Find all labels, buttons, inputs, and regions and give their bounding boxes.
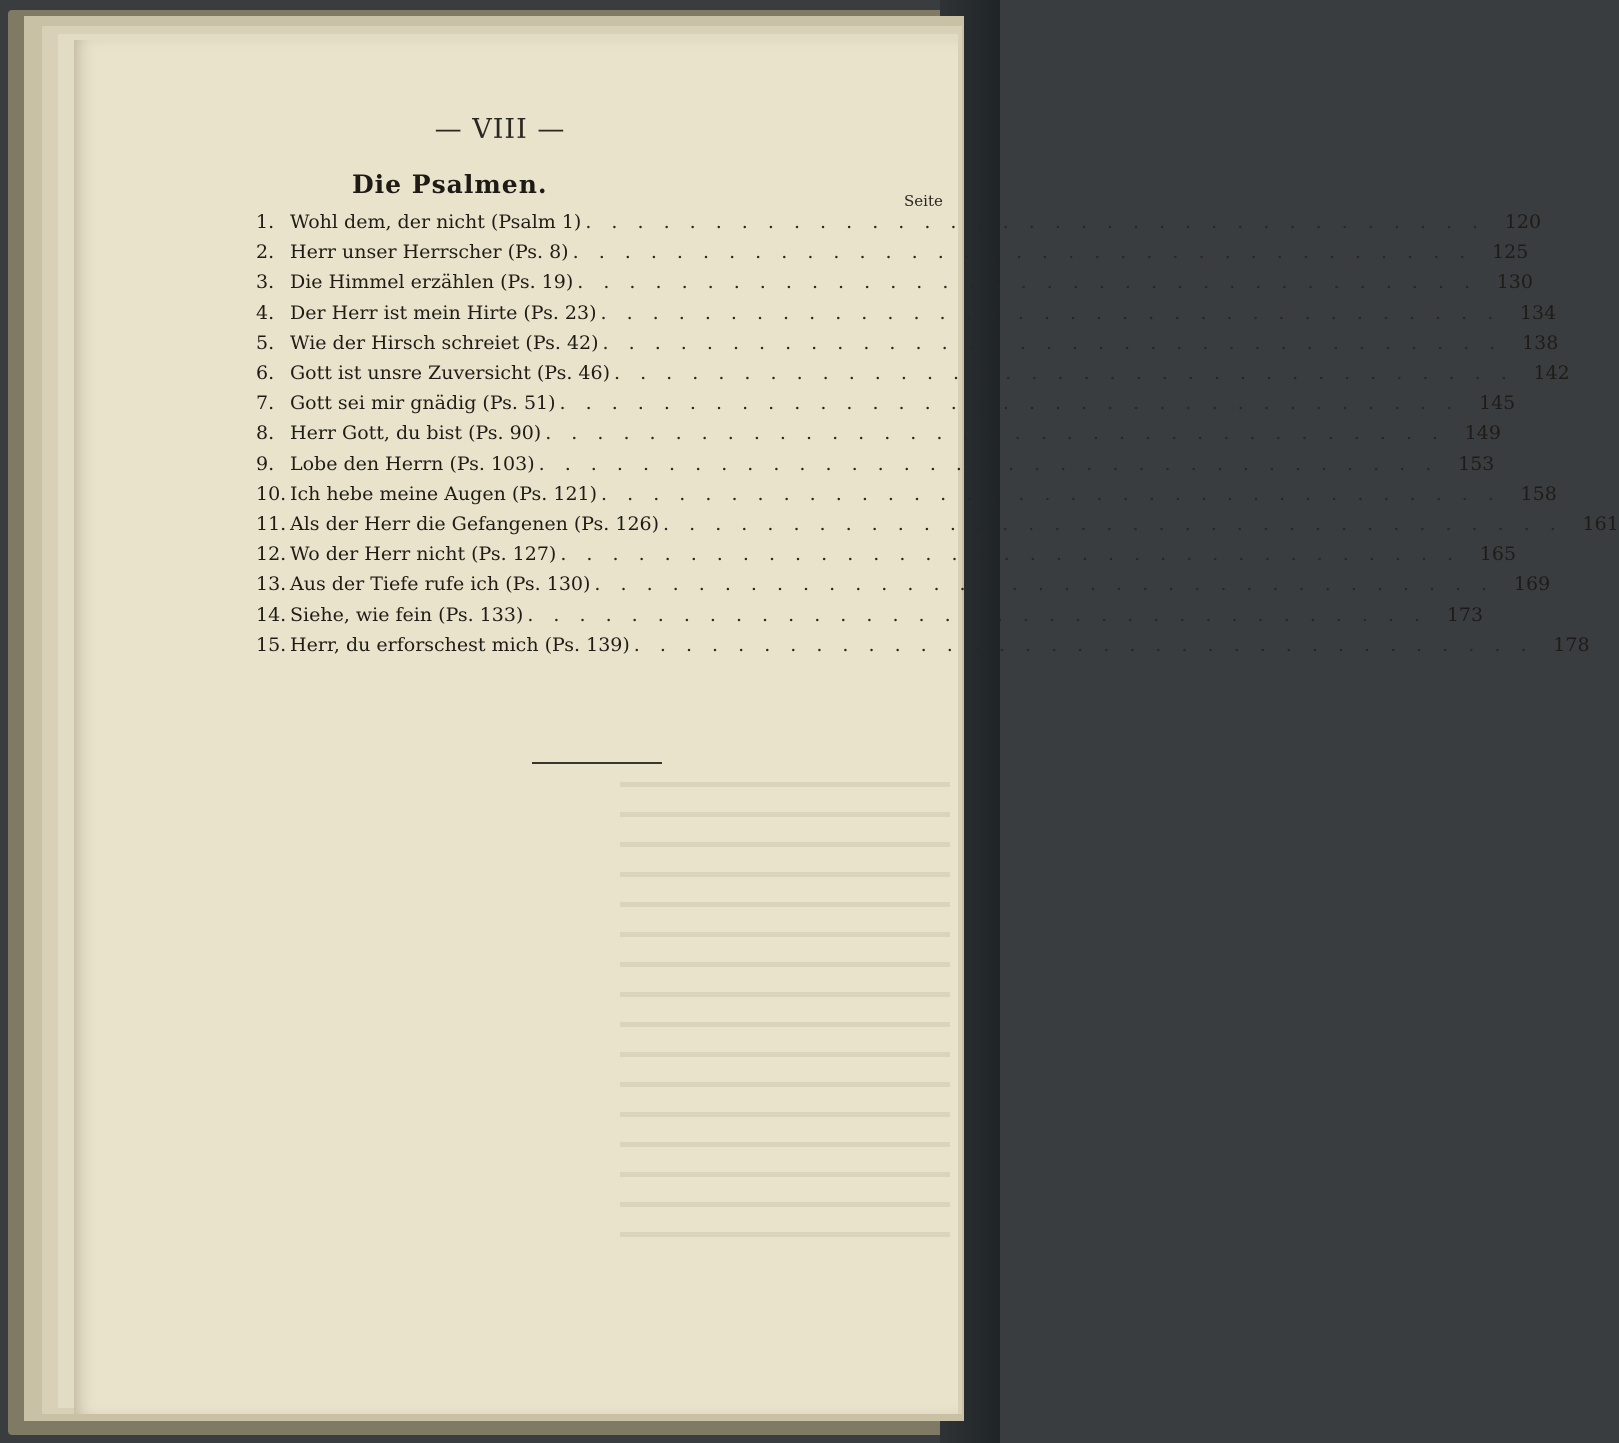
entry-title: Als der Herr die Gefangenen (Ps. 126) — [290, 512, 660, 535]
toc-row — [256, 267, 1533, 297]
leader-dots: . . . . . . . . . . . . . . . . . . . . . . . . . . . . . . . . . . . — [601, 482, 1501, 505]
entry-page: 120 — [1504, 211, 1542, 234]
leader-dots: . . . . . . . . . . . . . . . . . . . . . . . . . . . . . . . . . . . — [572, 241, 1473, 264]
toc-row — [256, 449, 1495, 479]
entry-page: 158 — [1520, 482, 1557, 505]
entry-title: Siehe, wie fein (Ps. 133) — [290, 603, 524, 626]
leader-dots: . . . . . . . . . . . . . . . . . . . . . . . . . . . . . . . . . . . — [538, 452, 1439, 475]
leader-dots: . . . . . . . . . . . . . . . . . . . . . . . . . . . . . . . . . . . — [585, 211, 1486, 234]
entry-title: Gott ist unsre Zuversicht (Ps. 46) — [290, 362, 611, 385]
section-end-rule — [532, 762, 662, 764]
entry-title: Wie der Hirsch schreiet (Ps. 42) — [290, 331, 599, 354]
toc-row — [256, 298, 1557, 328]
entry-page: 134 — [1519, 301, 1557, 324]
leader-dots: . . . . . . . . . . . . . . . . . . . . . . . . . . . . . . . . . . . — [663, 512, 1563, 535]
leader-dots: . . . . . . . . . . . . . . . . . . . . . . . . . . . . . . . . . . . — [545, 422, 1445, 445]
entry-title: Wo der Herr nicht (Ps. 127) — [290, 543, 557, 566]
entry-title: Lobe den Herrn (Ps. 103) — [290, 452, 535, 475]
toc-row — [256, 630, 1590, 660]
entry-number: 4. — [256, 301, 275, 324]
entry-title: Aus der Tiefe rufe ich (Ps. 130) — [290, 573, 591, 596]
entry-number: 7. — [256, 392, 275, 415]
leader-dots: . . . . . . . . . . . . . . . . . . . . . . . . . . . . . . . . . . . — [614, 362, 1514, 385]
leader-dots: . . . . . . . . . . . . . . . . . . . . . . . . . . . . . . . . . . . — [560, 543, 1461, 566]
entry-page: 169 — [1513, 573, 1551, 596]
section-title: Die Psalmen. — [352, 170, 548, 199]
toc-row — [256, 599, 1484, 629]
entry-page: 149 — [1464, 422, 1501, 445]
entry-number: 1. — [256, 211, 275, 234]
toc-row — [256, 509, 1619, 539]
entry-number: 6. — [256, 362, 275, 385]
leader-dots: . . . . . . . . . . . . . . . . . . . . . . . . . . . . . . . . . . . — [594, 573, 1495, 596]
page-column-label: Seite — [904, 192, 943, 210]
page-number: — VIII — — [434, 114, 566, 145]
leader-dots: . . . . . . . . . . . . . . . . . . . . . . . . . . . . . . . . . . . — [559, 392, 1460, 415]
entry-page: 142 — [1533, 362, 1570, 385]
entry-page: 125 — [1492, 241, 1529, 264]
entry-title: Gott sei mir gnädig (Ps. 51) — [290, 392, 556, 415]
entry-number: 3. — [256, 271, 275, 294]
entry-number: 8. — [256, 422, 275, 445]
entry-page: 145 — [1479, 392, 1516, 415]
show-through-texture — [620, 760, 950, 1260]
entry-number: 13. — [256, 573, 287, 596]
entry-page: 161 — [1582, 512, 1619, 535]
entry-number: 15. — [256, 633, 287, 656]
toc-row — [256, 418, 1501, 448]
toc-row — [256, 358, 1570, 388]
entry-title: Ich hebe meine Augen (Ps. 121) — [290, 482, 598, 505]
entry-number: 9. — [256, 452, 275, 475]
entry-title: Herr, du erforschest mich (Ps. 139) — [290, 633, 630, 656]
toc-row — [256, 237, 1529, 267]
entry-title: Wohl dem, der nicht (Psalm 1) — [290, 211, 582, 234]
leader-dots: . . . . . . . . . . . . . . . . . . . . . . . . . . . . . . . . . . . — [633, 633, 1534, 656]
entry-number: 14. — [256, 603, 287, 626]
entry-title: Herr Gott, du bist (Ps. 90) — [290, 422, 542, 445]
toc-row — [256, 539, 1517, 569]
entry-page: 138 — [1522, 331, 1559, 354]
entry-title: Die Himmel erzählen (Ps. 19) — [290, 271, 574, 294]
entry-number: 11. — [256, 512, 287, 535]
entry-title: Herr unser Herrscher (Ps. 8) — [290, 241, 569, 264]
toc-row — [256, 388, 1516, 418]
toc-row — [256, 479, 1557, 509]
entry-page: 178 — [1553, 633, 1590, 656]
leader-dots: . . . . . . . . . . . . . . . . . . . . . . . . . . . . . . . . . . . — [600, 301, 1501, 324]
entry-number: 12. — [256, 543, 287, 566]
toc-row — [256, 207, 1542, 237]
entry-number: 5. — [256, 331, 275, 354]
leader-dots: . . . . . . . . . . . . . . . . . . . . . . . . . . . . . . . . . . . — [577, 271, 1477, 294]
toc-row — [256, 328, 1559, 358]
entry-number: 2. — [256, 241, 275, 264]
toc-row — [256, 569, 1551, 599]
entry-page: 165 — [1479, 543, 1517, 566]
leader-dots: . . . . . . . . . . . . . . . . . . . . . . . . . . . . . . . . . . . — [527, 603, 1428, 626]
entry-number: 10. — [256, 482, 287, 505]
entry-page: 173 — [1446, 603, 1484, 626]
entry-title: Der Herr ist mein Hirte (Ps. 23) — [290, 301, 597, 324]
entry-page: 130 — [1496, 271, 1533, 294]
leader-dots: . . . . . . . . . . . . . . . . . . . . . . . . . . . . . . . . . . . — [602, 331, 1503, 354]
table-of-contents — [256, 207, 1619, 660]
entry-page: 153 — [1458, 452, 1495, 475]
